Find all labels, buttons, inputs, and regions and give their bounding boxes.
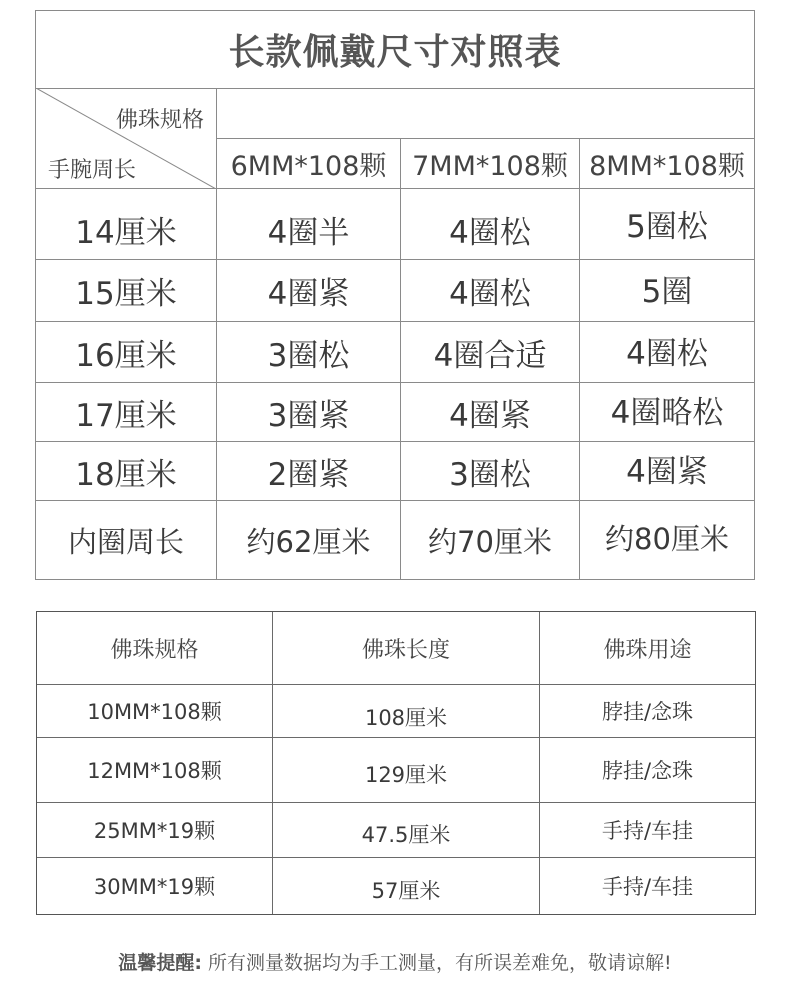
table-cell: 12MM*108颗 — [87, 759, 222, 783]
table-cell: 108厘米 — [364, 706, 448, 730]
table-cell: 4圈松 — [626, 335, 708, 372]
row-label: 17厘米 — [75, 397, 177, 434]
table-cell: 4圈松 — [449, 214, 531, 251]
size-chart-title: 长款佩戴尺寸对照表 — [36, 11, 754, 89]
table-cell: 57厘米 — [371, 879, 441, 903]
table-cell: 5圈 — [641, 273, 693, 310]
row-label: 内圈周长 — [67, 524, 184, 559]
disclaimer-label: 温馨提醒: — [118, 952, 202, 974]
table-cell: 4圈紧 — [626, 453, 708, 490]
table-cell: 4圈半 — [267, 214, 350, 251]
table-cell: 10MM*108颗 — [87, 700, 222, 724]
table-cell: 4圈松 — [449, 276, 531, 312]
table-cell: 约70厘米 — [428, 524, 552, 559]
row-label: 16厘米 — [75, 337, 177, 374]
spec-table — [36, 611, 756, 915]
table-cell: 脖挂/念珠 — [601, 759, 694, 783]
table-cell: 手持/车挂 — [601, 819, 694, 843]
corner-header-wrist: 手腕周长 — [48, 158, 137, 183]
table-cell: 5圈松 — [626, 208, 708, 245]
table-cell: 4圈紧 — [449, 397, 531, 434]
table-cell: 2圈紧 — [267, 456, 350, 493]
disclaimer-note — [0, 948, 790, 975]
row-label: 18厘米 — [75, 456, 177, 493]
corner-header-spec: 佛珠规格 — [116, 108, 205, 133]
column-header: 8MM*108颗 — [589, 151, 745, 182]
column-header: 佛珠长度 — [361, 637, 450, 663]
table-cell: 4圈紧 — [267, 276, 350, 312]
table-cell: 约62厘米 — [246, 524, 371, 559]
table-cell: 25MM*19颗 — [93, 819, 216, 843]
table-cell: 约80厘米 — [605, 521, 729, 556]
row-divider — [36, 188, 754, 189]
table-cell: 手持/车挂 — [601, 875, 694, 899]
table-cell: 3圈松 — [267, 337, 350, 374]
column-header: 佛珠用途 — [603, 637, 692, 663]
disclaimer-text: 所有测量数据均为手工测量，有所误差难免，敬请谅解! — [208, 952, 672, 974]
table-cell: 30MM*19颗 — [93, 875, 216, 899]
column-header: 7MM*108颗 — [412, 151, 568, 182]
table-cell: 3圈紧 — [267, 397, 350, 434]
row-label: 14厘米 — [75, 214, 177, 251]
table-cell: 47.5厘米 — [361, 823, 451, 847]
row-label: 15厘米 — [75, 276, 177, 312]
table-cell: 脖挂/念珠 — [601, 700, 694, 724]
table-cell: 129厘米 — [364, 763, 448, 787]
size-chart-table — [35, 10, 755, 580]
table-cell: 4圈略松 — [610, 394, 724, 431]
table-cell: 3圈松 — [449, 456, 531, 493]
table-cell: 4圈合适 — [433, 337, 547, 374]
column-header: 佛珠规格 — [110, 637, 199, 663]
column-header: 6MM*108颗 — [230, 151, 387, 182]
